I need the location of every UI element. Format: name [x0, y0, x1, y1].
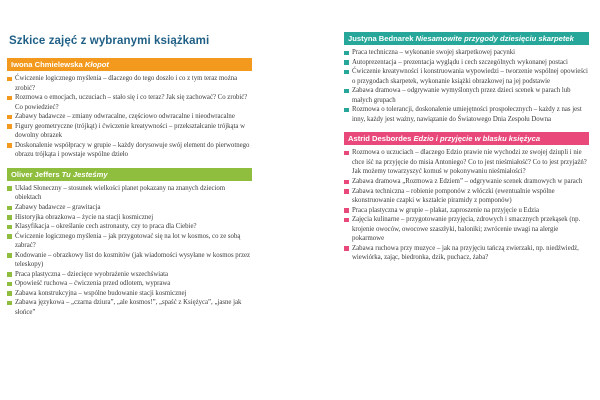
activity-item — [7, 289, 252, 299]
activity-text: Autoprezentacja – prezentacja wyglądu i cech szczególnych wykonanej postaci — [352, 58, 568, 66]
activity-text: Ćwiczenie logicznego myślenia – jak przygotować się na lot w kosmos, co ze sobą zabrać? — [15, 232, 241, 250]
square-bullet-icon — [344, 108, 349, 113]
square-bullet-icon — [7, 282, 12, 287]
activity-item — [7, 112, 252, 122]
square-bullet-icon — [7, 96, 12, 101]
square-bullet-icon — [7, 291, 12, 296]
square-bullet-icon — [7, 272, 12, 277]
activity-text: Zajęcia kulinarne – przygotowanie przyjęcia, zdrowych i smacznych przekąsek (np. krojenie owoców, owocowe szaszłyki, baloniki; zwrócenie uwagi na alergie pokarmowe — [352, 216, 581, 243]
book-author: Oliver Jeffers — [11, 169, 60, 179]
activity-item — [7, 203, 252, 213]
activity-item — [344, 67, 589, 86]
square-bullet-icon — [7, 234, 12, 239]
activity-item — [344, 215, 589, 244]
book-title: Tu Jesteśmy — [61, 169, 108, 179]
activity-item — [7, 279, 252, 289]
book-banner — [7, 58, 252, 71]
square-bullet-icon — [7, 215, 12, 220]
activity-text: Zabawy badawcze – grawitacja — [15, 204, 101, 212]
activity-item — [7, 232, 252, 251]
activity-item — [344, 206, 589, 216]
book-author: Astrid Desbordes — [348, 134, 412, 144]
activity-list — [7, 74, 252, 160]
book-title: Niesamowite przygody dziesięciu skarpetek — [415, 34, 574, 43]
square-bullet-icon — [7, 115, 12, 120]
square-bullet-icon — [7, 253, 12, 258]
square-bullet-icon — [344, 218, 349, 223]
activity-list — [344, 48, 589, 124]
activity-item — [344, 177, 589, 187]
activity-text: Kodowanie – obrazkowy list do kosmitów (jak wiadomości wysyłane w kosmos przez teleskopy) — [15, 251, 251, 269]
activity-item — [7, 122, 252, 141]
square-bullet-icon — [344, 151, 349, 156]
left-column — [7, 58, 252, 326]
book-banner — [7, 168, 252, 181]
activity-text: Opowieść ruchowa – ćwiczenia przed odlotem, wyprawa — [15, 280, 171, 288]
activity-item — [344, 86, 589, 105]
square-bullet-icon — [7, 77, 12, 82]
activity-text: Praca techniczna – wykonanie swojej skarpetkowej pacynki — [352, 49, 516, 56]
square-bullet-icon — [344, 208, 349, 213]
activity-item — [7, 270, 252, 280]
square-bullet-icon — [7, 186, 12, 191]
activity-text: Klasyfikacja – określanie cech astronauty, czy to praca dla Ciebie? — [15, 223, 197, 231]
book-title: Kłopot — [84, 60, 109, 69]
activity-list — [7, 184, 252, 318]
square-bullet-icon — [7, 124, 12, 129]
book-section — [7, 168, 252, 318]
book-section — [344, 32, 589, 124]
activity-text: Zabawa techniczna – robienie pomponów z włóczki (ewentualnie wspólne skonstruowanie czapki w kształcie piramidy z pomponów) — [352, 187, 555, 205]
activity-text: Ćwiczenie kreatywności i konstruowania wypowiedzi – tworzenie wspólnej opowieści o przygodach skarpetek, wykonanie książki obrazkowej na jej podstawie — [352, 68, 588, 85]
activity-item — [7, 74, 252, 93]
book-banner — [344, 32, 589, 45]
book-author: Justyna Bednarek — [348, 34, 414, 43]
activity-item — [7, 93, 252, 112]
activity-item — [344, 48, 589, 58]
square-bullet-icon — [344, 89, 349, 94]
activity-item — [344, 58, 589, 68]
activity-text: Zabawa dramowa – odgrywanie wymyślonych przez dzieci scenek w parach lub małych grupach — [352, 87, 571, 104]
square-bullet-icon — [344, 180, 349, 185]
square-bullet-icon — [344, 60, 349, 65]
activity-item — [7, 184, 252, 203]
activity-item — [7, 251, 252, 270]
square-bullet-icon — [344, 189, 349, 194]
page-title: Szkice zajęć z wybranymi książkami — [9, 35, 210, 47]
activity-text: Zabawa konstrukcyjna – wspólne budowanie stacji kosmicznej — [15, 289, 187, 297]
activity-text: Zabawy badawcze – zmiany odwracalne, częściowo odwracalne i nieodwracalne — [15, 113, 235, 121]
activity-text: Zabawa językowa – „czarna dziura”, „ale kosmos!”, „spaść z Księżyca”, „jasne jak słońce” — [15, 299, 242, 317]
square-bullet-icon — [344, 51, 349, 56]
activity-text: Ćwiczenie logicznego myślenia – dlaczego do tego doszło i co z tym teraz można zrobić? — [15, 75, 238, 92]
square-bullet-icon — [7, 206, 12, 211]
activity-text: Rozmowa o tolerancji, doskonalenie umiejętności prospołecznych – każdy z nas jest inny, każdy jest ważny, nawiązanie do Światowego Dnia Zespołu Downa — [352, 106, 582, 123]
book-banner — [344, 132, 589, 145]
activity-item — [344, 187, 589, 206]
book-section — [7, 58, 252, 160]
activity-item — [7, 213, 252, 223]
activity-item — [344, 148, 589, 177]
activity-text: Rozmowa o emocjach, uczuciach – stało się i co teraz? Jak się zachować? Co zrobić? Co powiedzieć? — [15, 94, 248, 111]
activity-item — [7, 141, 252, 160]
activity-text: Praca plastyczna w grupie – plakat, zaproszenie na przyjęcie u Edzia — [352, 206, 540, 214]
square-bullet-icon — [344, 70, 349, 75]
activity-text: Praca plastyczna – dziecięce wyobrażenie wszechświata — [15, 270, 169, 278]
activity-list — [344, 148, 589, 263]
activity-item — [344, 244, 589, 263]
activity-text: Doskonalenie współpracy w grupie – każdy dorysowuje swój element do pierwotnego obrazu trójkąta i powstaje wspólne dzieło — [15, 141, 250, 159]
square-bullet-icon — [7, 143, 12, 148]
book-title: Edzio i przyjęcie w blasku księżyca — [413, 134, 541, 144]
activity-item — [7, 222, 252, 232]
activity-text: Figury geometryczne (trójkąt) i ćwiczenie kreatywności – przekształcanie trójkąta w dowolny obrazek — [15, 122, 246, 140]
activity-item — [7, 298, 252, 317]
activity-text: Zabawa ruchowa przy muzyce – jak na przyjęciu tańczą zwierzaki, np. niedźwiedź, wiewiórka, zając, biedronka, dzik, puchacz, żaba? — [352, 244, 579, 262]
book-author: Iwona Chmielewska — [11, 60, 83, 69]
right-column — [344, 32, 589, 271]
square-bullet-icon — [7, 301, 12, 306]
square-bullet-icon — [344, 246, 349, 251]
book-section — [344, 132, 589, 263]
activity-text: Zabawa dramowa „Rozmowa z Edziem” – odgrywanie scenek dramowych w parach — [352, 178, 583, 186]
activity-text: Rozmowa o uczuciach – dlaczego Edzio prawie nie wychodzi ze swojej dziupli i nie chce iść na przyjęcie do misia Antoniego? Co to jest nieśmiałość? Co to jest przyjaźń? Jak możemy towarzyszyć komuś w pokonywaniu nieśmiałości? — [352, 149, 587, 176]
activity-text: Historyjka obrazkowa – życie na stacji kosmicznej — [15, 213, 154, 221]
square-bullet-icon — [7, 225, 12, 230]
activity-item — [344, 105, 589, 124]
activity-text: Układ Słoneczny – stosunek wielkości planet pokazany na znanych dzieciom obiektach — [15, 184, 226, 202]
